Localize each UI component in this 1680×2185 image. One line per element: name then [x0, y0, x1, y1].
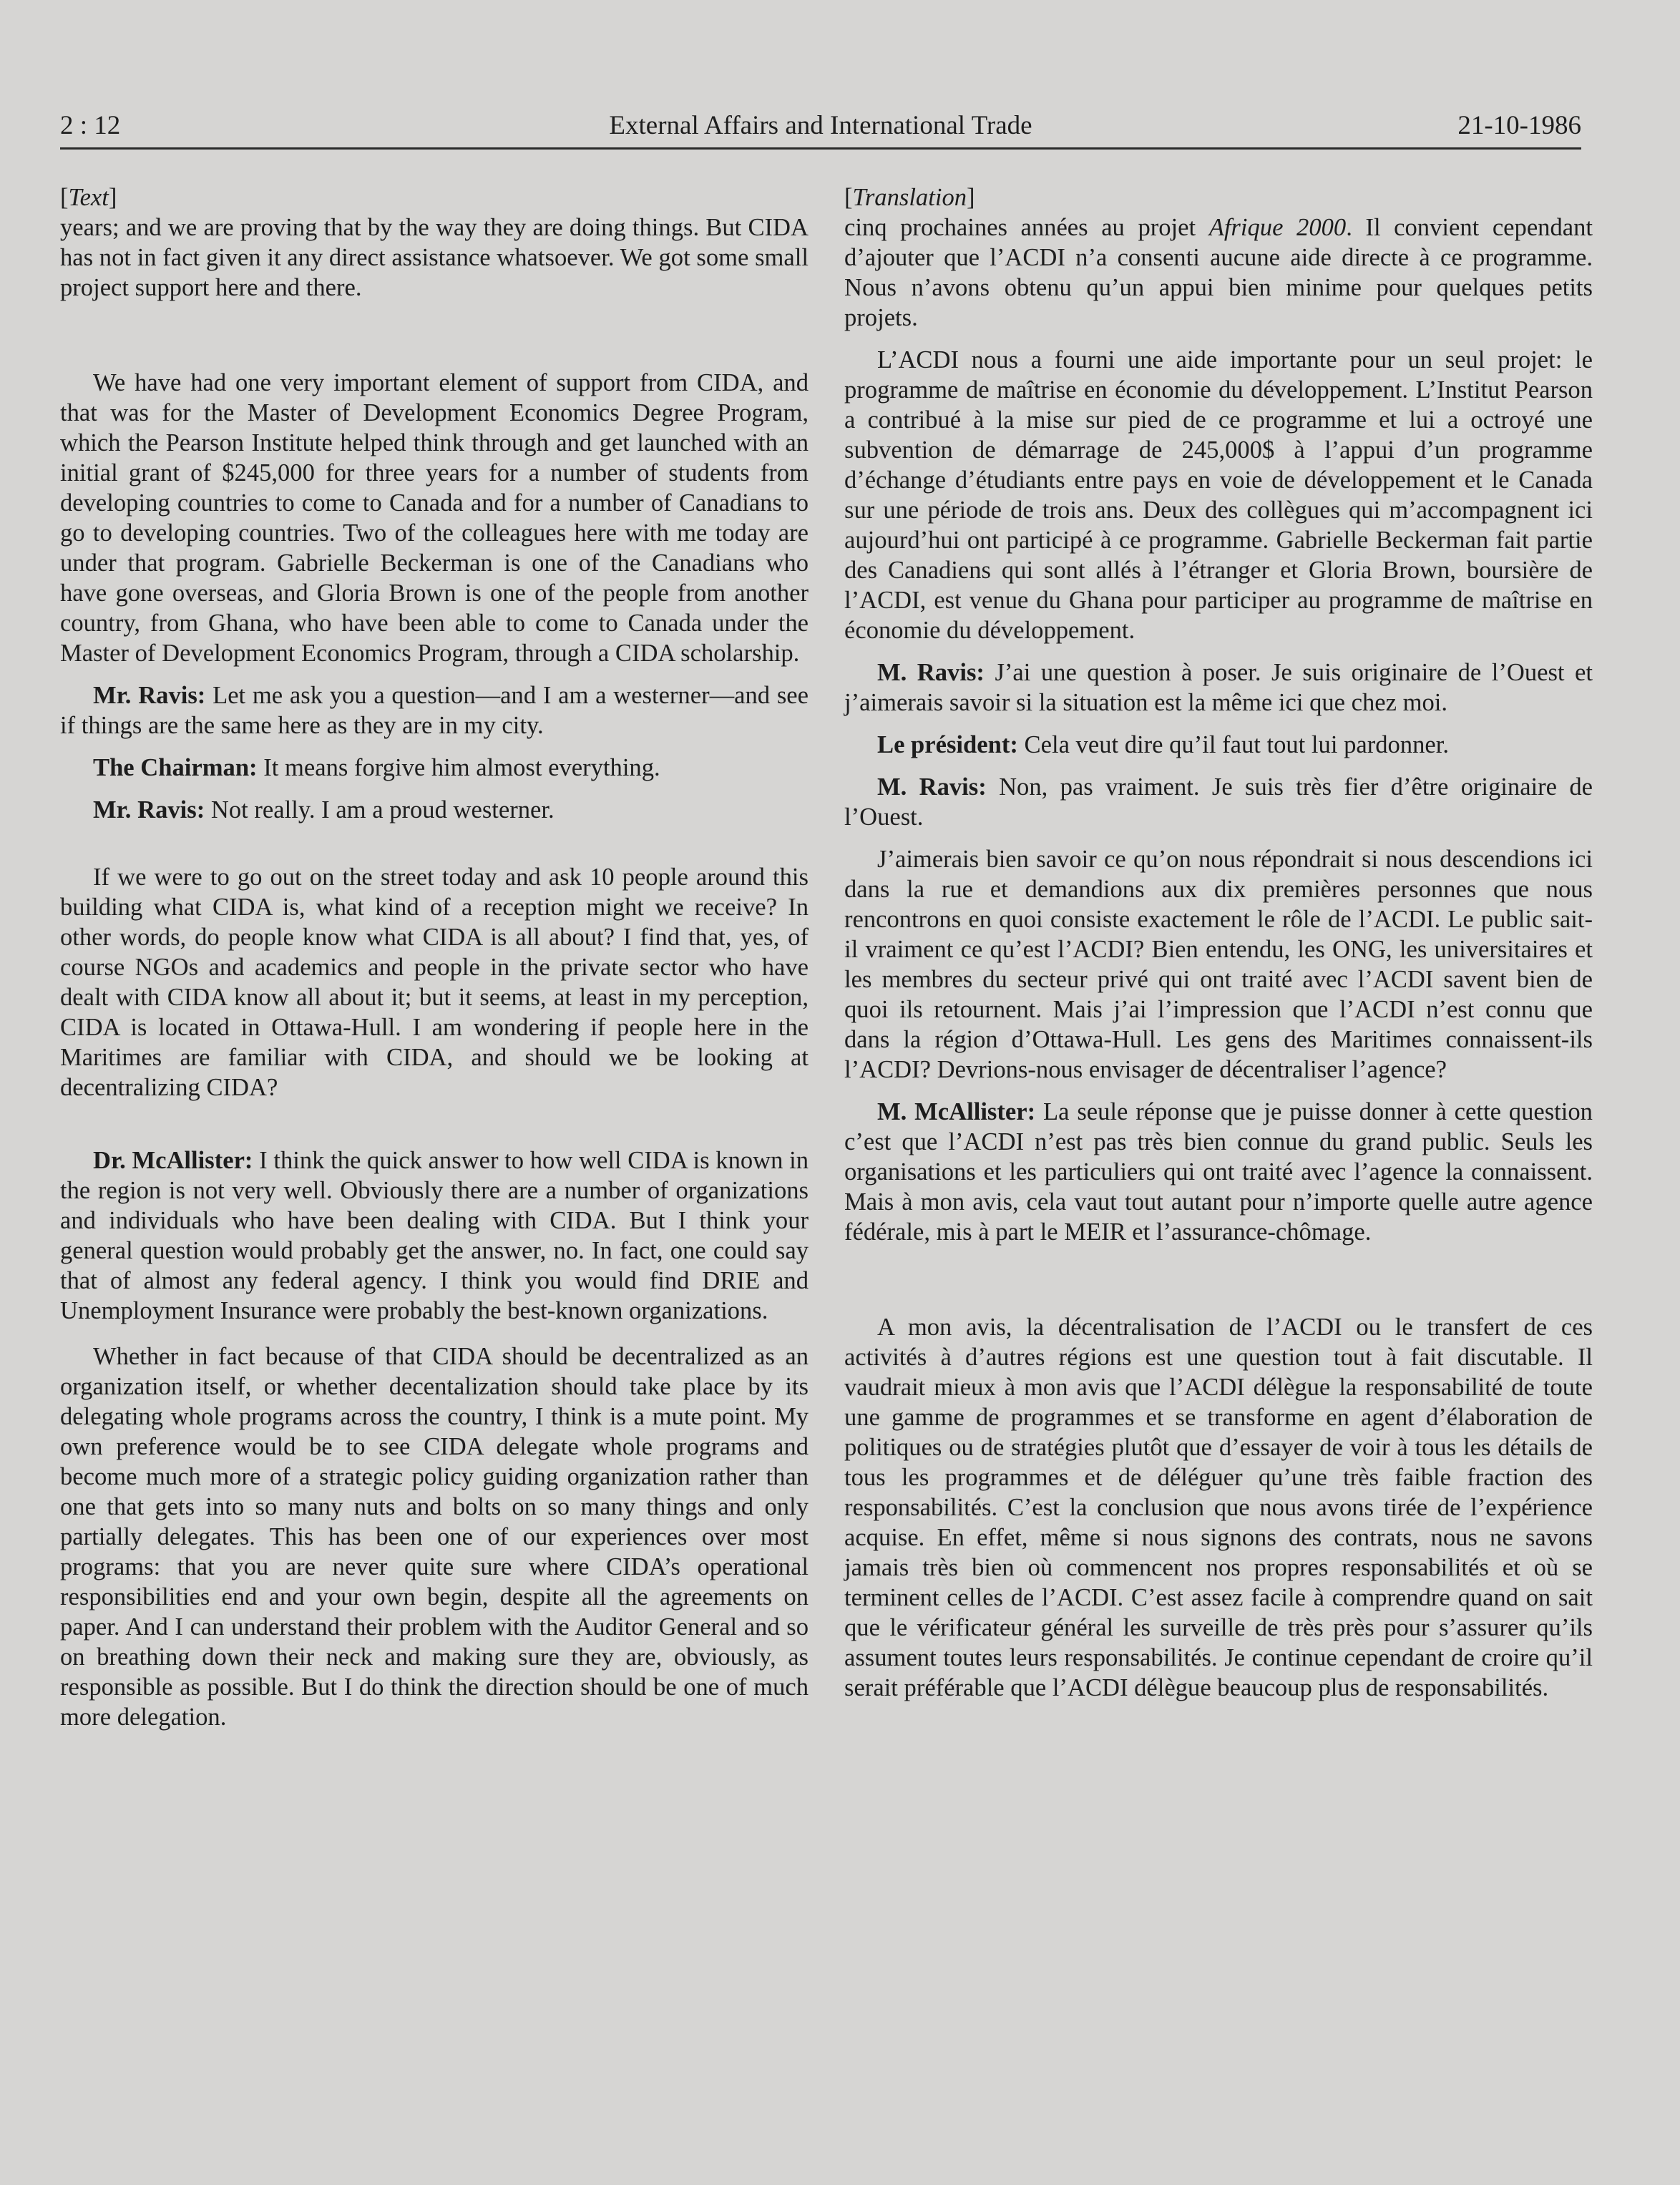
english-column: [60, 182, 809, 1732]
speaker-name: Mr. Ravis:: [93, 796, 205, 823]
paragraph: Whether in fact because of that CIDA should be decentralized as an organization itself, or whether decentalization should take place by its delegating whole programs across the country, I think is a mute point. My own preference would be to see CIDA delegate whole programs and become much more of a strategic policy guiding organization rather than one that gets into so many nuts and bolts on so many things and only partially delegates. This has been one of our experiences over most programs: that you are never quite sure where CIDA’s operational responsibilities end and your own begin, despite all the agreements on paper. And I can understand their problem with the Auditor General and so on breathing down their neck and making sure they are, obviously, as responsible as possible. But I do think the direction should be one of much more delegation.: [60, 1343, 809, 1731]
speaker-name: M. Ravis:: [877, 659, 985, 686]
paragraph: We have had one very important element of support from CIDA, and that was for the Master of Development Economics Degree Program, which the Pearson Institute helped think through and get launched with an initial grant of $245,000 for three years for a number of students from developing countries to come to Canada and for a number of Canadians to go to developing countries. Two of the colleagues here with me today are under that program. Gabrielle Beckerman is one of the Canadians who have gone overseas, and Gloria Brown is one of the people from another country, from Ghana, who have been able to come to Canada under the Master of Development Economics Program, through a CIDA scholarship.: [60, 369, 809, 667]
publication-title: External Affairs and International Trade: [609, 111, 1032, 140]
paragraph: years; and we are proving that by the way they are doing things. But CIDA has not in fact given it any direct assistance whatsoever. We got some small project support here and there.: [60, 214, 809, 301]
speaker-paragraph: Dr. McAllister: I think the quick answer to how well CIDA is known in the region is not very well. Obviously there are a number of organizations and individuals who have been dealing with CIDA. But I think your general question would probably get the answer, no. In fact, one could say that of almost any federal agency. I think you would find DRIE and Unemployment Insurance were probably the best-known organizations.: [60, 1147, 809, 1324]
paragraph: If we were to go out on the street today and ask 10 people around this building what CIDA is, what kind of a reception might we receive? In other words, do people know what CIDA is all about? I find that, yes, of course NGOs and academics and people in the private sector who have dealt with CIDA know all about it; but it seems, at least in my perception, CIDA is located in Ottawa-Hull. I am wondering if people here in the Maritimes are familiar with CIDA, and should we be looking at decentralizing CIDA?: [60, 864, 809, 1101]
page-header: [60, 106, 1581, 146]
french-column: [844, 182, 1593, 1703]
speaker-paragraph: Mr. Ravis: Not really. I am a proud westerner.: [93, 796, 555, 823]
page-number: 2 : 12: [60, 111, 121, 140]
page-date: 21-10-1986: [1457, 111, 1581, 140]
text-label: [Text]: [60, 184, 117, 211]
header-rule: [60, 147, 1581, 150]
speaker-name: Mr. Ravis:: [93, 682, 206, 709]
speaker-paragraph: The Chairman: It means forgive him almost everything.: [93, 754, 660, 781]
speaker-name: Le président:: [877, 731, 1018, 758]
speaker-paragraph: Mr. Ravis: Let me ask you a question—and I am a westerner—and see if things are the same here as they are in my city.: [60, 682, 809, 739]
speaker-name: M. Ravis:: [877, 773, 987, 801]
speaker-paragraph: M. Ravis: J’ai une question à poser. Je suis originaire de l’Ouest et j’aimerais savoir si la situation est la même ici que chez moi.: [844, 659, 1593, 716]
paragraph: A mon avis, la décentralisation de l’ACDI ou le transfert de ces activités à d’autres régions est une question tout à fait discutable. Il vaudrait mieux à mon avis que l’ACDI délègue la responsabilité de toute une gamme de programmes et se transforme en agent d’élaboration de politiques ou de stratégies plutôt que d’essayer de voir à tous les détails de tous les programmes et de déléguer qu’une très faible fraction des responsabilités. C’est la conclusion que nous avons tirée de l’expérience acquise. En effet, même si nous signons des contrats, nous ne savons jamais très bien où commencent nos propres responsabilités et où se terminent celles de l’ACDI. C’est assez facile à comprendre quand on sait que le vérificateur général les surveille de très près pour s’assurer qu’ils assument toutes leurs responsabilités. Je continue cependant de croire qu’il serait préférable que l’ACDI délègue beaucoup plus de responsabilités.: [844, 1314, 1593, 1701]
speaker-name: M. McAllister:: [877, 1098, 1036, 1125]
speaker-name: The Chairman:: [93, 754, 258, 781]
translation-label: [Translation]: [844, 184, 975, 211]
speaker-name: Dr. McAllister:: [93, 1147, 253, 1174]
speaker-paragraph: M. McAllister: La seule réponse que je puisse donner à cette question c’est que l’ACDI n’est pas très bien connue du grand public. Seuls les organisations et les particuliers qui ont traité avec l’agence la connaissent. Mais à mon avis, cela vaut tout autant pour n’importe quelle autre agence fédérale, mis à part le MEIR et l’assurance-chômage.: [844, 1098, 1593, 1246]
speaker-paragraph: Le président: Cela veut dire qu’il faut tout lui pardonner.: [877, 731, 1449, 758]
paragraph: J’aimerais bien savoir ce qu’on nous répondrait si nous descendions ici dans la rue et demandions aux dix premières personnes que nous rencontrons en quoi consiste exactement le rôle de l’ACDI. Le public sait-il vraiment ce qu’est l’ACDI? Bien entendu, les ONG, les universitaires et les membres du secteur privé qui ont traité avec l’ACDI savent bien de quoi ils retournent. Mais j’ai l’impression que l’ACDI n’est connu que dans la région d’Ottawa-Hull. Les gens des Maritimes connaissent-ils l’ACDI? Devrions-nous envisager de décentraliser l’agence?: [844, 846, 1593, 1083]
paragraph: cinq prochaines années au projet Afrique 2000. Il convient cependant d’ajouter que l’ACDI n’a consenti aucune aide directe à ce programme. Nous n’avons obtenu qu’un appui bien minime pour quelques petits projets.: [844, 214, 1593, 331]
paragraph: L’ACDI nous a fourni une aide importante pour un seul projet: le programme de maîtrise en économie du développement. L’Institut Pearson a contribué à la mise sur pied de ce programme et lui a octroyé une subvention de démarrage de 245,000$ à l’appui d’un programme d’échange d’étudiants entre pays en voie de développement et le Canada sur une période de trois ans. Deux des collègues qui m’accompagnent ici aujourd’hui ont participé à ce programme. Gabrielle Beckerman fait partie des Canadiens qui sont allés à l’étranger et Gloria Brown, boursière de l’ACDI, est venue du Ghana pour participer au programme de maîtrise en économie du développement.: [844, 346, 1593, 644]
speaker-paragraph: M. Ravis: Non, pas vraiment. Je suis très fier d’être originaire de l’Ouest.: [844, 773, 1593, 831]
